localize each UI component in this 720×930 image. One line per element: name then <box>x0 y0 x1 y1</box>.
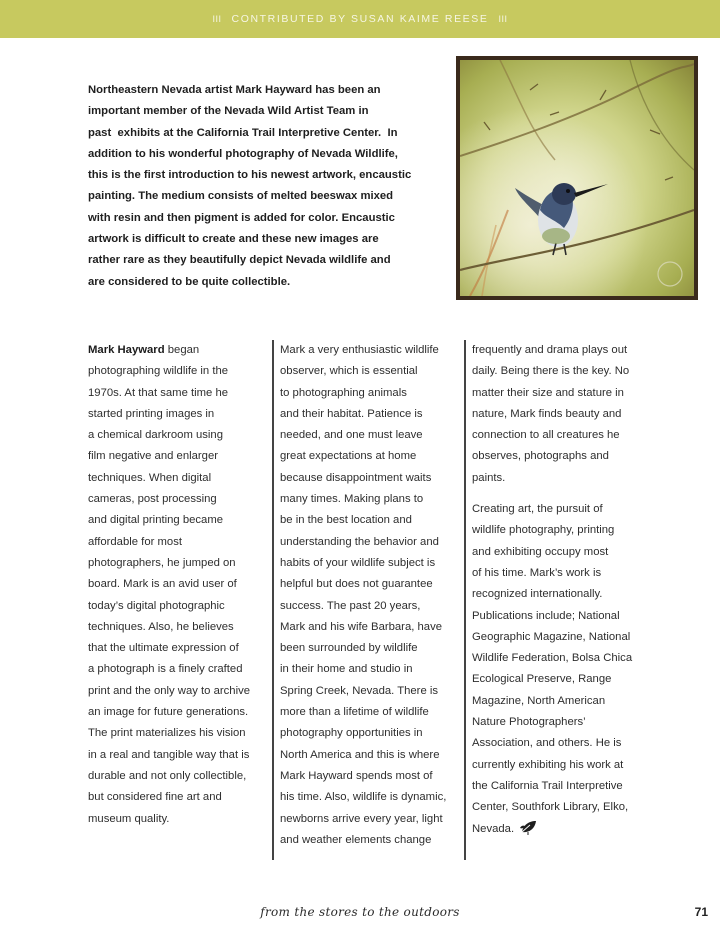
column-1-line: started printing images in <box>88 407 215 420</box>
column-3-line: Magazine, North American <box>472 694 606 707</box>
column-3-line: Nature Photographers’ <box>472 716 586 729</box>
column-3-line: Publications include; National <box>472 609 620 622</box>
column-2-line: photography opportunities in <box>280 727 423 740</box>
column-1-line: a photograph is a finely crafted <box>88 663 243 676</box>
article-column-2 <box>280 340 460 851</box>
column-3-line: wildlife photography, printing <box>472 524 615 537</box>
column-1-line: an image for future generations. <box>88 706 249 719</box>
magazine-tagline: from the stores to the outdoors <box>260 905 460 919</box>
intro-line: painting. The medium consists of melted beeswax mixed <box>88 190 394 203</box>
column-1-line: photographing wildlife in the <box>88 365 229 378</box>
article-column-1 <box>88 340 266 830</box>
column-1-text: began <box>164 344 200 356</box>
article-column-3 <box>472 340 652 840</box>
column-3-paragraph-1 <box>472 340 652 489</box>
column-2-line: because disappointment waits <box>280 471 432 484</box>
column-3-line: daily. Being there is the key. No <box>472 365 630 378</box>
column-2-line: to photographing animals <box>280 386 407 399</box>
column-3-line: Nevada. <box>472 822 515 835</box>
column-2-line: Mark a very enthusiastic wildlife <box>280 344 439 356</box>
column-3-line: nature, Mark finds beauty and <box>472 407 622 420</box>
intro-line: addition to his wonderful photography of Nevada Wildlife, <box>88 147 398 160</box>
column-1-line: affordable for most <box>88 535 182 548</box>
column-3-line: observes, photographs and <box>472 450 609 463</box>
column-3-line: of his time. Mark’s work is <box>472 566 602 579</box>
column-3-line: frequently and drama plays out <box>472 344 628 356</box>
column-3-line: Association, and others. He is <box>472 737 622 750</box>
column-3-line: and exhibiting occupy most <box>472 545 609 558</box>
banner-bars-right: III <box>498 14 508 24</box>
hummingbird-painting-icon <box>460 60 694 296</box>
column-2-line: Mark Hayward spends most of <box>280 769 433 782</box>
column-1-line: a chemical darkroom using <box>88 429 223 442</box>
column-2-line: habits of your wildlife subject is <box>280 556 436 569</box>
column-2-line: understanding the behavior and <box>280 535 439 548</box>
hummingbird-painting <box>456 56 698 300</box>
column-1-paragraph <box>88 340 266 830</box>
column-3-line: recognized internationally. <box>472 588 603 601</box>
column-2-line: his time. Also, wildlife is dynamic, <box>280 791 447 804</box>
intro-line: this is the first introduction to his newest artwork, encaustic <box>88 169 412 182</box>
column-3-line: currently exhibiting his work at <box>472 758 624 771</box>
intro-line: Northeastern Nevada artist Mark Hayward has been an <box>88 84 381 96</box>
column-1-line: today’s digital photographic <box>88 599 225 612</box>
column-1-line: museum quality. <box>88 812 170 825</box>
column-1-line: techniques. Also, he believes <box>88 620 234 633</box>
column-1-line: in a real and tangible way that is <box>88 748 250 761</box>
column-2-line: more than a lifetime of wildlife <box>280 706 429 719</box>
contributor-credit: CONTRIBUTED BY SUSAN KAIME REESE <box>231 13 489 25</box>
column-1-line: and digital printing became <box>88 514 224 527</box>
column-1-line: that the ultimate expression of <box>88 642 239 655</box>
column-3-paragraph-2 <box>472 499 652 840</box>
intro-line: are considered to be quite collectible. <box>88 275 291 288</box>
column-3-line: the California Trail Interpretive <box>472 779 623 792</box>
column-3-line: connection to all creatures he <box>472 429 620 442</box>
column-2-line: and weather elements change <box>280 833 432 846</box>
column-2-line: observer, which is essential <box>280 365 418 378</box>
column-3-line: Wildlife Federation, Bolsa Chica <box>472 652 633 665</box>
column-3-line: Center, Southfork Library, Elko, <box>472 801 629 814</box>
column-divider <box>272 340 274 860</box>
column-2-line: helpful but does not guarantee <box>280 578 433 591</box>
column-2-line: be in the best location and <box>280 514 412 527</box>
column-3-line: Creating art, the pursuit of <box>472 503 603 516</box>
column-2-line: and their habitat. Patience is <box>280 407 423 420</box>
column-1-line: techniques. When digital <box>88 471 212 484</box>
intro-paragraph <box>88 80 438 293</box>
column-2-line: great expectations at home <box>280 450 417 463</box>
column-2-paragraph <box>280 340 460 851</box>
intro-line: artwork is difficult to create and these new images are <box>88 233 379 246</box>
intro-line: rather rare as they beautifully depict Nevada wildlife and <box>88 254 391 267</box>
column-1-line: print and the only way to archive <box>88 684 251 697</box>
page-number: 71 <box>694 905 708 919</box>
intro-line: with resin and then pigment is added for color. Encaustic <box>88 211 395 224</box>
intro-line: past exhibits at the California Trail Interpretive Center. In <box>88 126 398 139</box>
column-divider <box>464 340 466 860</box>
column-1-line: photographers, he jumped on <box>88 556 236 569</box>
column-1-line: but considered fine art and <box>88 791 222 804</box>
column-3-line: Geographic Magazine, National <box>472 630 631 643</box>
column-2-line: been surrounded by wildlife <box>280 642 418 655</box>
column-3-line: Ecological Preserve, Range <box>472 673 612 686</box>
column-2-line: Spring Creek, Nevada. There is <box>280 684 439 697</box>
banner-bars-left: III <box>212 14 222 24</box>
column-2-line: success. The past 20 years, <box>280 599 421 612</box>
column-1-line: durable and not only collectible, <box>88 769 247 782</box>
column-2-line: North America and this is where <box>280 748 440 761</box>
column-2-line: needed, and one must leave <box>280 429 423 442</box>
column-1-line: The print materializes his vision <box>88 727 246 740</box>
column-1-line: 1970s. At that same time he <box>88 386 229 399</box>
column-3-line: matter their size and stature in <box>472 386 624 399</box>
leaf-icon <box>520 819 538 835</box>
artist-name: Mark Hayward <box>88 344 165 356</box>
column-3-line: paints. <box>472 471 506 484</box>
column-2-line: many times. Making plans to <box>280 493 424 506</box>
intro-line: important member of the Nevada Wild Artist Team in <box>88 105 369 118</box>
column-2-line: Mark and his wife Barbara, have <box>280 620 443 633</box>
column-2-line: newborns arrive every year, light <box>280 812 443 825</box>
column-1-line: film negative and enlarger <box>88 450 218 463</box>
contributor-banner <box>0 0 720 38</box>
column-1-line: board. Mark is an avid user of <box>88 578 237 591</box>
column-2-line: in their home and studio in <box>280 663 413 676</box>
column-1-line: cameras, post processing <box>88 493 217 506</box>
